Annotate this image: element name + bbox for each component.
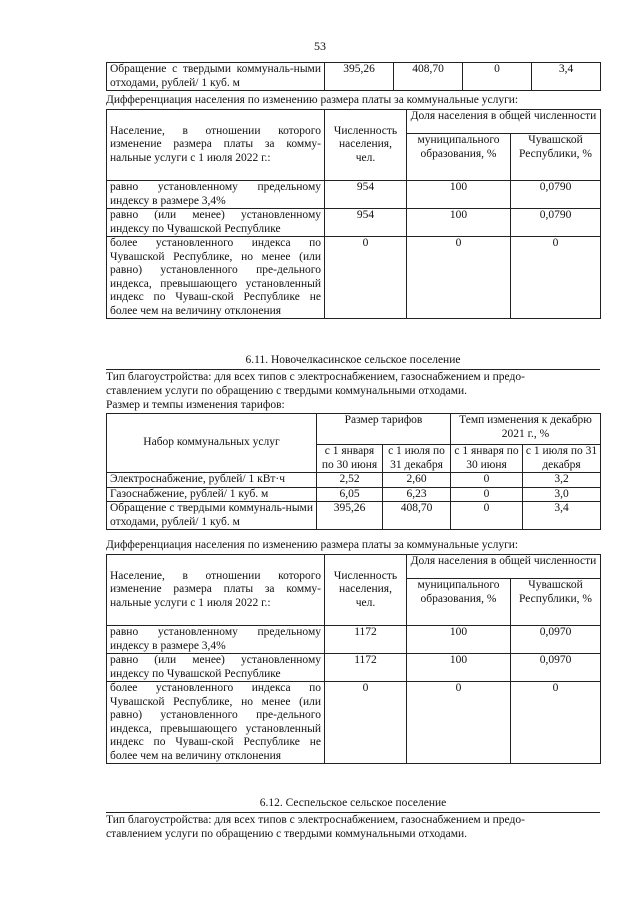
row-label: более установленного индекса по Чувашской Республике, но менее (или равно) установленного пре-дельного индекса, превышающего установленный индекс по Чуваш-ской Республике не более чем на величину отклонения [107, 682, 325, 764]
tariff-table-continued [106, 62, 601, 91]
cell-value: 395,26 [317, 502, 383, 530]
row-label: более установленного индекса по Чувашской Республике, но менее (или равно) установленного пре-дельного индекса, превышающего установленный индекс по Чуваш-ской Республике не более чем на величину отклонения [107, 237, 325, 319]
table-row [107, 502, 601, 530]
cell-value: 6,05 [317, 487, 383, 502]
header-jul-dec: с 1 июля по 31 декабря [383, 445, 451, 473]
header-share: Доля населения в общей численности [407, 555, 601, 579]
cell-municipal: 100 [407, 626, 511, 654]
cell-count: 0 [325, 237, 407, 319]
diff-caption-2: Дифференциация населения по изменению размера платы за коммунальные услуги: [106, 539, 519, 551]
cell-value: 0 [451, 487, 523, 502]
cell-republic: 0,0970 [511, 626, 601, 654]
cell-municipal: 100 [407, 654, 511, 682]
table-row [107, 682, 601, 764]
population-diff-table-1 [106, 109, 601, 319]
row-label: Обращение с твердыми коммуналь-ными отходами, рублей/ 1 куб. м [107, 63, 325, 91]
divider [106, 812, 600, 813]
table-row [107, 473, 601, 488]
diff-caption-1: Дифференциация населения по изменению размера платы за коммунальные услуги: [106, 94, 519, 106]
header-municipal: муниципального образования, % [407, 134, 511, 181]
cell-value: 3,4 [523, 502, 601, 530]
section-title-6-11: 6.11. Новочелкасинское сельское поселение [245, 354, 461, 366]
cell-value: 408,70 [394, 63, 463, 91]
header-republic: Чувашской Республики, % [511, 579, 601, 626]
header-rate: Темп изменения к декабрю 2021 г., % [451, 414, 601, 445]
cell-municipal: 0 [407, 237, 511, 319]
row-label: равно (или менее) установленному индексу по Чувашской Республике [107, 654, 325, 682]
header-republic: Чувашской Республики, % [511, 134, 601, 181]
cell-count: 1172 [325, 654, 407, 682]
header-jul-dec: с 1 июля по 31 декабря [523, 445, 601, 473]
cell-republic: 0,0790 [511, 181, 601, 209]
cell-count: 954 [325, 181, 407, 209]
row-label: Электроснабжение, рублей/ 1 кВт·ч [107, 473, 317, 488]
cell-value: 2,60 [383, 473, 451, 488]
tariff-table [106, 413, 601, 530]
table-row [107, 654, 601, 682]
cell-value: 0 [451, 502, 523, 530]
table-row [107, 63, 601, 91]
improvement-line-2: ставлением услуги по обращению с твердыми коммунальными отходами. [106, 828, 468, 840]
table-row [107, 487, 601, 502]
header-size: Размер тарифов [317, 414, 451, 445]
table-row [107, 181, 601, 209]
tariffs-caption: Размер и темпы изменения тарифов: [106, 399, 285, 411]
cell-value: 3,0 [523, 487, 601, 502]
cell-value: 3,4 [532, 63, 601, 91]
cell-municipal: 100 [407, 181, 511, 209]
cell-value: 3,2 [523, 473, 601, 488]
header-population: Население, в отношении которого изменение размера платы за комму-нальные услуги с 1 июля 2022 г.: [107, 110, 325, 181]
cell-count: 1172 [325, 626, 407, 654]
cell-value: 2,52 [317, 473, 383, 488]
row-label: равно установленному предельному индексу в размере 3,4% [107, 181, 325, 209]
header-share: Доля населения в общей численности [407, 110, 601, 134]
cell-republic: 0 [511, 237, 601, 319]
population-diff-table-2 [106, 554, 601, 764]
header-population: Население, в отношении которого изменение размера платы за комму-нальные услуги с 1 июля 2022 г.: [107, 555, 325, 626]
cell-value: 0 [463, 63, 532, 91]
cell-value: 395,26 [325, 63, 394, 91]
header-jan-jun: с 1 января по 30 июня [451, 445, 523, 473]
table-row [107, 626, 601, 654]
header-municipal: муниципального образования, % [407, 579, 511, 626]
cell-republic: 0,0790 [511, 209, 601, 237]
cell-republic: 0 [511, 682, 601, 764]
improvement-line-2: ставлением услуги по обращению с твердыми коммунальными отходами. [106, 385, 468, 397]
cell-republic: 0,0970 [511, 654, 601, 682]
header-count: Численность населения, чел. [325, 555, 407, 626]
table-row [107, 237, 601, 319]
cell-value: 408,70 [383, 502, 451, 530]
improvement-line-1: Тип благоустройства: для всех типов с электроснабжением, газоснабжением и предо- [106, 371, 525, 383]
cell-value: 6,23 [383, 487, 451, 502]
cell-value: 0 [451, 473, 523, 488]
divider [106, 369, 600, 370]
cell-count: 0 [325, 682, 407, 764]
header-services: Набор коммунальных услуг [107, 414, 317, 473]
header-jan-jun: с 1 января по 30 июня [317, 445, 383, 473]
table-row [107, 209, 601, 237]
row-label: равно установленному предельному индексу в размере 3,4% [107, 626, 325, 654]
row-label: Обращение с твердыми коммуналь-ными отходами, рублей/ 1 куб. м [107, 502, 317, 530]
row-label: равно (или менее) установленному индексу по Чувашской Республике [107, 209, 325, 237]
cell-municipal: 100 [407, 209, 511, 237]
improvement-line-1: Тип благоустройства: для всех типов с электроснабжением, газоснабжением и предо- [106, 814, 525, 826]
page-number: 53 [314, 39, 326, 53]
cell-count: 954 [325, 209, 407, 237]
header-count: Численность населения, чел. [325, 110, 407, 181]
row-label: Газоснабжение, рублей/ 1 куб. м [107, 487, 317, 502]
cell-municipal: 0 [407, 682, 511, 764]
section-title-6-12: 6.12. Сеспельское сельское поселение [259, 797, 447, 809]
